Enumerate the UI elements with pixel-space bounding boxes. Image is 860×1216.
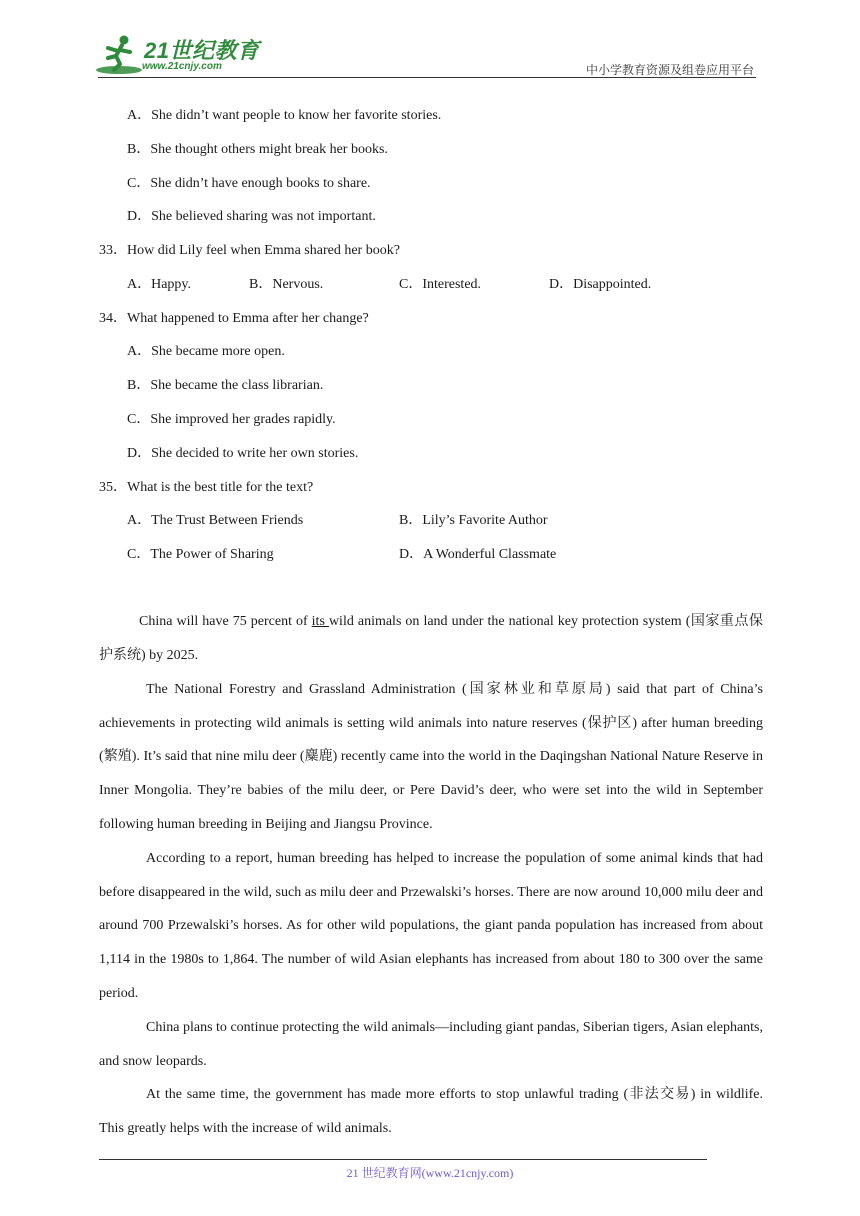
q34-option-b: B．She became the class librarian. [127,378,324,393]
passage-p4-text: China plans to continue protecting the wild animals—including giant pandas, Siberian tigers, Asian elephants, and snow leopards. [99,1020,763,1069]
q35-stem: 35．What is the best title for the text? [99,480,314,495]
q35-option-b: B．Lily’s Favorite Author [399,513,548,528]
passage-paragraph-1 [99,605,763,672]
q32-option-b: B．She thought others might break her books. [127,142,388,157]
runner-icon [94,34,144,76]
passage-p5-text: At the same time, the government has made more efforts to stop unlawful trading (非法交易) in wildlife. This greatly helps with the increase of wild animals. [99,1087,763,1136]
logo-brand-text: 21世纪教育 [144,38,260,63]
logo-url-text: www.21cnjy.com [142,61,222,72]
passage-p1-before: China will have 75 percent of [139,614,312,629]
passage-paragraph-5 [99,1078,763,1145]
q32-option-c: C．She didn’t have enough books to share. [127,176,371,191]
passage-p2-text: The National Forestry and Grassland Administration (国家林业和草原局) said that part of China’s achievements in protecting wild animals is setting wild animals into nature reserves (保护区) after human breeding (繁殖). It’s said that nine milu deer (麋鹿) recently came into the world in the Daqingshan National Nature Reserve in Inner Mongolia. They’re babies of the milu deer, or Pere David’s deer, who were set into the wild in September following human breeding in Beijing and Jiangsu Province. [99,682,763,832]
q33-stem: 33．How did Lily feel when Emma shared her book? [99,243,400,258]
underlined-word: its [311,614,329,629]
page-header [0,0,860,80]
site-logo [94,34,264,78]
q35-option-d: D．A Wonderful Classmate [399,547,557,562]
q33-option-d: D．Disappointed. [549,277,652,292]
q34-option-a: A．She became more open. [127,344,285,359]
footer-link[interactable]: 21 世纪教育网(www.21cnjy.com) [346,1166,514,1180]
q34-stem: 34．What happened to Emma after her change? [99,311,369,326]
footer-divider [99,1159,707,1160]
passage-paragraph-2 [99,673,763,842]
platform-name: 中小学教育资源及组卷应用平台 [585,63,754,77]
passage-paragraph-3 [99,842,763,1011]
q33-option-b: B．Nervous. [249,277,324,292]
q33-option-a: A．Happy. [127,277,192,292]
passage-p1-after: wild animals on land under the national key protection system (国家重点保护系统) by 2025. [99,614,763,663]
q35-option-a: A．The Trust Between Friends [127,513,304,528]
passage-p3-text: According to a report, human breeding has helped to increase the population of some animal kinds that had before disappeared in the wild, such as milu deer and Przewalski’s horses. There are now around 10,000 milu deer and around 700 Przewalski’s horses. As for other wild populations, the giant panda population has increased from about 1,114 in the 1980s to 1,864. The number of wild Asian elephants has increased from about 180 to 300 over the same period. [99,851,763,1001]
q34-option-c: C．She improved her grades rapidly. [127,412,336,427]
header-divider [98,77,756,78]
passage-paragraph-4 [99,1011,763,1078]
q32-option-d: D．She believed sharing was not important. [127,209,376,224]
q33-option-c: C．Interested. [399,277,482,292]
q32-option-a: A．She didn’t want people to know her favorite stories. [127,108,442,123]
q35-option-c: C．The Power of Sharing [127,547,274,562]
q34-option-d: D．She decided to write her own stories. [127,446,359,461]
